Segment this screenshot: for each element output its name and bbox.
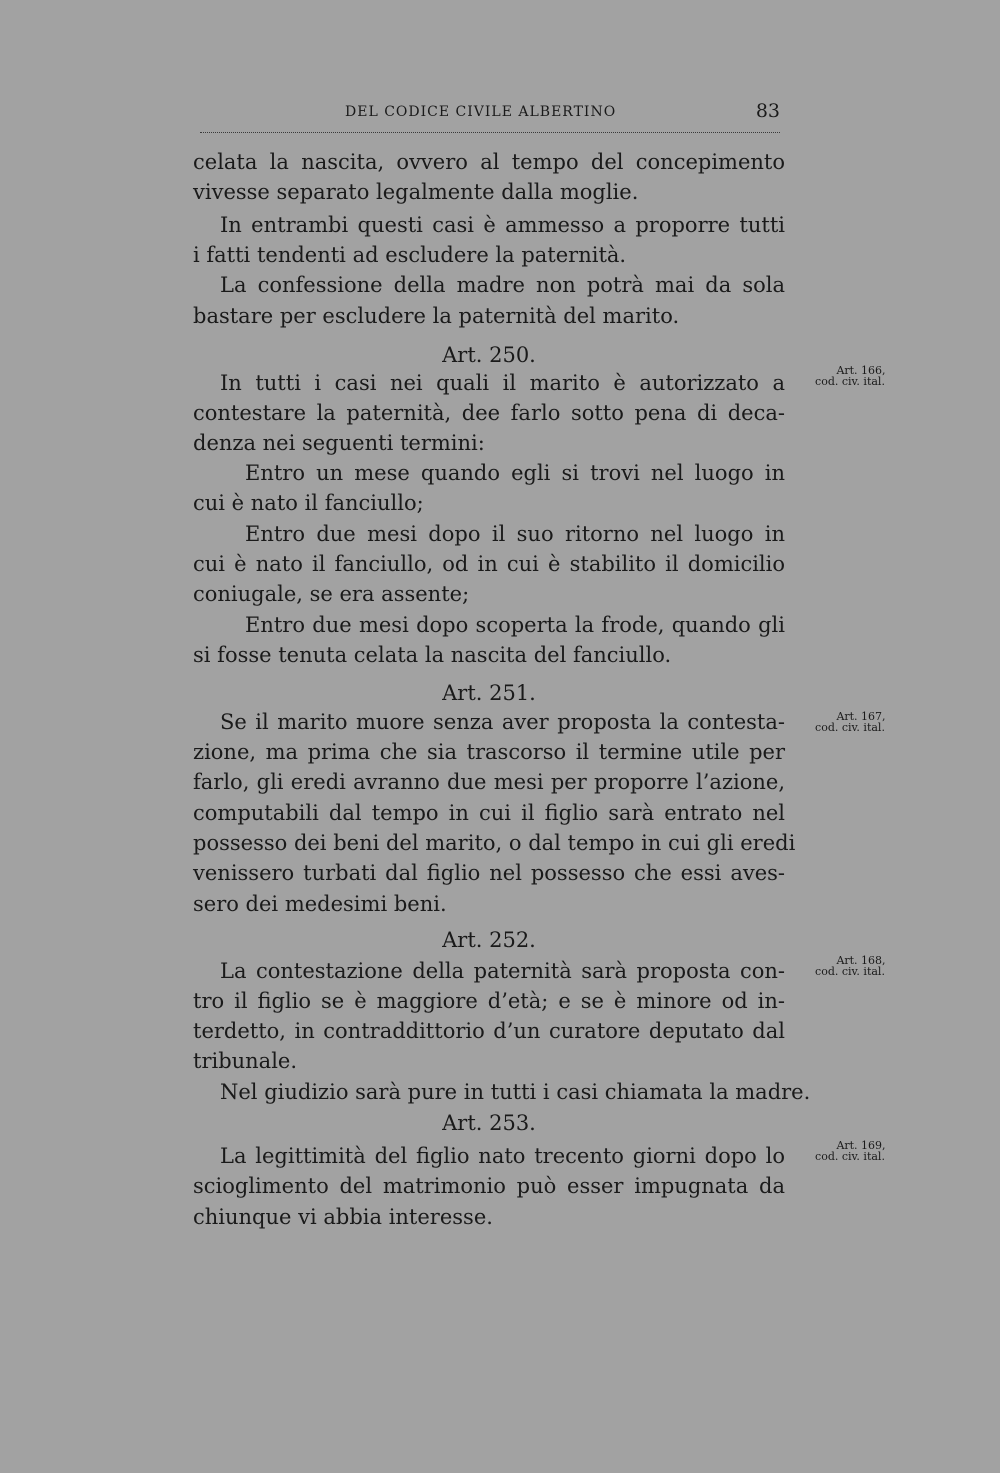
margin-note-art-169 — [800, 1140, 900, 1162]
text-line: La contestazione della paternità sarà proposta con- — [220, 959, 785, 983]
text-line: La legittimità del figlio nato trecento giorni dopo lo — [220, 1144, 785, 1168]
margin-note-article: Art. 169, — [836, 1139, 886, 1152]
margin-note-code: cod. civ. ital. — [815, 375, 885, 388]
text-line: contestare la paternità, dee farlo sotto pena di deca- — [193, 401, 785, 425]
article-heading-250: Art. 250. — [442, 343, 536, 367]
article-heading-251: Art. 251. — [442, 681, 536, 705]
margin-note-art-168 — [800, 955, 900, 977]
margin-note-code: cod. civ. ital. — [815, 721, 885, 734]
text-line: bastare per escludere la paternità del marito. — [193, 304, 680, 328]
text-line: tribunale. — [193, 1049, 298, 1073]
text-line: computabili dal tempo in cui il figlio sarà entrato nel — [193, 801, 785, 825]
text-line: Se il marito muore senza aver proposta la contesta- — [220, 710, 785, 734]
text-line: farlo, gli eredi avranno due mesi per proporre l’azione, — [193, 770, 785, 794]
text-line: si fosse tenuta celata la nascita del fanciullo. — [193, 643, 672, 667]
margin-note-article: Art. 168, — [836, 954, 886, 967]
text-line: venissero turbati dal figlio nel possesso che essi aves- — [193, 861, 785, 885]
text-line: chiunque vi abbia interesse. — [193, 1205, 493, 1229]
text-line: Nel giudizio sarà pure in tutti i casi chiamata la madre. — [220, 1080, 811, 1104]
text-line: scioglimento del matrimonio può esser impugnata da — [193, 1174, 785, 1198]
text-line: zione, ma prima che sia trascorso il termine utile per — [193, 740, 785, 764]
text-line: Entro due mesi dopo scoperta la frode, quando gli — [245, 613, 785, 637]
header-rule — [200, 132, 780, 133]
margin-note-article: Art. 167, — [836, 710, 886, 723]
text-line: vivesse separato legalmente dalla moglie. — [193, 180, 639, 204]
margin-note-article: Art. 166, — [836, 364, 886, 377]
text-line: In entrambi questi casi è ammesso a proporre tutti — [220, 213, 785, 237]
text-line: terdetto, in contraddittorio d’un curatore deputato dal — [193, 1019, 785, 1043]
text-line: Entro un mese quando egli si trovi nel luogo in — [245, 461, 785, 485]
article-heading-252: Art. 252. — [442, 928, 536, 952]
text-line: cui è nato il fanciullo; — [193, 491, 424, 515]
margin-note-code: cod. civ. ital. — [815, 1150, 885, 1163]
text-line: coniugale, se era assente; — [193, 582, 470, 606]
article-heading-253: Art. 253. — [442, 1111, 536, 1135]
text-line: possesso dei beni del marito, o dal tempo in cui gli eredi — [193, 831, 796, 855]
margin-note-art-166 — [800, 365, 900, 387]
text-line: Entro due mesi dopo il suo ritorno nel luogo in — [245, 522, 785, 546]
text-line: cui è nato il fanciullo, od in cui è stabilito il domicilio — [193, 552, 785, 576]
text-line: tro il figlio se è maggiore d’età; e se è minore od in- — [193, 989, 785, 1013]
text-line: In tutti i casi nei quali il marito è autorizzato a — [220, 371, 785, 395]
margin-note-art-167 — [800, 711, 900, 733]
margin-note-code: cod. civ. ital. — [815, 965, 885, 978]
text-line: celata la nascita, ovvero al tempo del concepimento — [193, 150, 785, 174]
text-line: denza nei seguenti termini: — [193, 431, 485, 455]
running-title: DEL CODICE CIVILE ALBERTINO — [345, 104, 617, 120]
text-line: La confessione della madre non potrà mai da sola — [220, 273, 785, 297]
page-header — [195, 100, 785, 134]
text-line: i fatti tendenti ad escludere la paternità. — [193, 243, 627, 267]
text-line: sero dei medesimi beni. — [193, 892, 447, 916]
page-number: 83 — [755, 100, 780, 122]
